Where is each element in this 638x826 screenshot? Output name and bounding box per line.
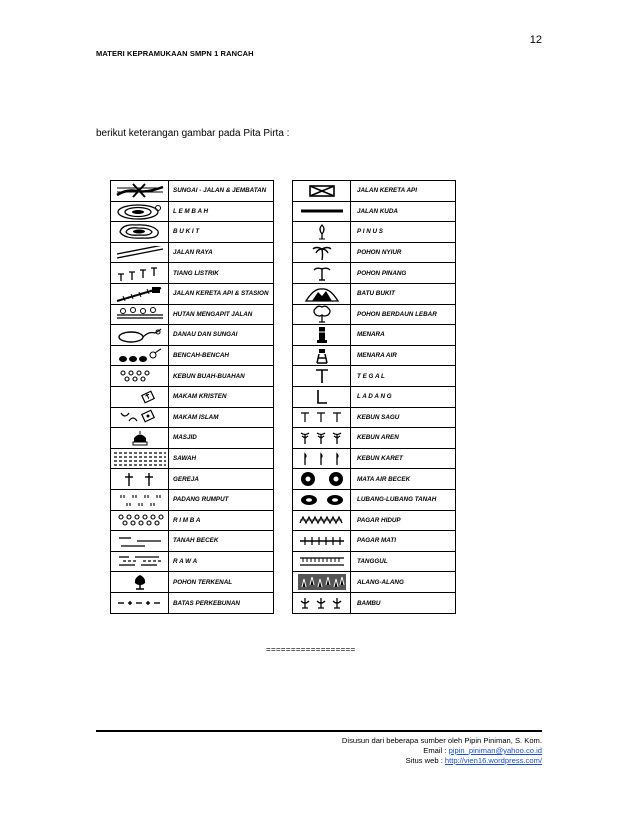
power-pole-icon [115, 265, 165, 281]
pine-tree-icon [312, 224, 332, 240]
jungle-icon [115, 512, 165, 528]
dry-field-icon [312, 368, 332, 384]
footer-web-label: Situs web : [405, 756, 445, 765]
legend-row [293, 263, 455, 284]
legend-row [293, 305, 455, 326]
coconut-tree-icon [310, 245, 334, 261]
legend-label: T E G A L [357, 372, 385, 380]
legend-label: P I N U S [357, 228, 384, 236]
legend-row [111, 305, 273, 326]
legend-label: KEBUN SAGU [357, 413, 400, 421]
legend-table-right [292, 180, 456, 614]
legend-label: JALAN KERETA API & STASION [173, 290, 269, 298]
legend-row [111, 408, 273, 429]
legend-label: R I M B A [173, 516, 201, 524]
legend-label: PADANG RUMPUT [173, 496, 229, 504]
legend-label: JALAN KERETA API [357, 187, 417, 195]
legend-label: R A W A [173, 557, 198, 565]
road-icon [115, 246, 165, 260]
legend-label: POHON TERKENAL [173, 578, 233, 586]
legend-row [293, 202, 455, 223]
legend-label: MAKAM KRISTEN [173, 393, 227, 401]
legend-row [111, 572, 273, 593]
legend-label: JALAN RAYA [173, 249, 213, 257]
legend-label: MENARA [357, 331, 385, 339]
water-tower-icon [312, 347, 332, 365]
legend-label: L A D A N G [357, 393, 392, 401]
legend-label: KEBUN AREN [357, 434, 399, 442]
legend-row [293, 387, 455, 408]
legend-label: PAGAR HIDUP [357, 516, 401, 524]
document-header: MATERI KEPRAMUKAAN SMPN 1 RANCAH [96, 49, 254, 58]
farm-field-icon [312, 389, 332, 405]
legend-row [111, 428, 273, 449]
legend-row [111, 490, 273, 511]
legend-label: TIANG LISTRIK [173, 269, 219, 277]
forest-road-icon [115, 306, 165, 322]
legend-row [293, 222, 455, 243]
legend-label: MENARA AIR [357, 352, 397, 360]
legend-row [111, 552, 273, 573]
legend-label: BAMBU [357, 599, 381, 607]
islamic-cemetery-icon [115, 409, 165, 425]
legend-label: ALANG-ALANG [357, 578, 404, 586]
legend-label: POHON NYIUR [357, 249, 402, 257]
legend-table-left [110, 180, 274, 614]
legend-label: SAWAH [173, 455, 197, 463]
legend-row [293, 449, 455, 470]
ground-holes-icon [297, 492, 347, 508]
legend-row [111, 593, 273, 614]
legend-row [293, 428, 455, 449]
legend-row [111, 531, 273, 552]
broadleaf-tree-icon [310, 305, 334, 323]
legend-row [293, 490, 455, 511]
legend-label: PAGAR MATI [357, 537, 396, 545]
legend-label: BATAS PERKEBUNAN [173, 599, 240, 607]
footer-email-label: Email : [423, 746, 449, 755]
legend-row [293, 366, 455, 387]
footer-email-link[interactable]: pipin_piniman@yahoo.co.id [448, 746, 542, 755]
footer-email-line [423, 746, 542, 755]
legend-label: KEBUN KARET [357, 455, 403, 463]
christian-cemetery-icon [115, 389, 165, 405]
legend-row [293, 346, 455, 367]
footer-rule [96, 730, 542, 732]
legend-row [111, 469, 273, 490]
legend-row [293, 593, 455, 614]
legend-row [293, 325, 455, 346]
section-divider: ================== [266, 645, 356, 654]
legend-label: TANAH BECEK [173, 537, 219, 545]
legend-label: GEREJA [173, 475, 199, 483]
areca-palm-icon [310, 265, 334, 281]
legend-label: MATA AIR BECEK [357, 475, 411, 483]
fruit-garden-icon [115, 368, 165, 384]
legend-row [293, 284, 455, 305]
legend-row [111, 511, 273, 532]
legend-row [111, 387, 273, 408]
legend-row [111, 181, 273, 202]
footer-web-link[interactable]: http://vien16.wordpress.com/ [444, 756, 542, 765]
legend-label: HUTAN MENGAPIT JALAN [173, 310, 253, 318]
hill-rock-icon [304, 286, 340, 302]
church-icon [115, 471, 165, 487]
embankment-icon [297, 554, 347, 568]
legend-label: DANAU DAN SUNGAI [173, 331, 238, 339]
legend-row [293, 552, 455, 573]
legend-row [293, 243, 455, 264]
legend-label: POHON BERDAUN LEBAR [357, 310, 437, 318]
legend-label: POHON PINANG [357, 269, 407, 277]
legend-row [293, 181, 455, 202]
legend-row [293, 408, 455, 429]
page-number: 12 [529, 34, 542, 46]
legend-label: BATU BUKIT [357, 290, 396, 298]
plantation-border-icon [115, 595, 165, 611]
legend-row [111, 243, 273, 264]
railway-station-icon [115, 286, 165, 302]
legend-row [293, 572, 455, 593]
valley-contour-icon [116, 203, 164, 220]
legend-row [293, 469, 455, 490]
hill-contour-icon [116, 223, 164, 240]
legend-label: MASJID [173, 434, 197, 442]
legend-label: MAKAM ISLAM [173, 413, 219, 421]
landmark-tree-icon [115, 574, 165, 590]
intro-text: berikut keterangan gambar pada Pita Pirta : [96, 128, 290, 139]
tower-icon [312, 326, 332, 344]
legend-row [111, 346, 273, 367]
rice-field-icon [114, 450, 166, 468]
legend-label: TANGGUL [357, 557, 388, 565]
footer-web-line [406, 756, 542, 765]
lake-river-icon [115, 327, 165, 343]
legend-row [111, 222, 273, 243]
sugar-palm-garden-icon [297, 430, 347, 446]
legend-row [111, 202, 273, 223]
legend-row [111, 449, 273, 470]
legend-label: LUBANG-LUBANG TANAH [357, 496, 437, 504]
legend-label: B U K I T [173, 228, 200, 236]
muddy-ground-icon [115, 533, 165, 549]
legend-row [111, 263, 273, 284]
living-fence-icon [297, 514, 347, 526]
grass-field-icon [115, 492, 165, 508]
bamboo-icon [297, 595, 347, 611]
footer-credit: Disusun dari beberapa sumber oleh Pipin Piniman, S. Kom. [341, 736, 542, 745]
legend-row [111, 284, 273, 305]
legend-label: KEBUN BUAH-BUAHAN [173, 372, 245, 380]
legend-label: BENCAH-BENCAH [173, 352, 229, 360]
marsh-icon [115, 553, 165, 569]
legend-label: JALAN KUDA [357, 207, 398, 215]
horse-path-icon [299, 206, 345, 216]
mosque-icon [115, 430, 165, 446]
sago-garden-icon [297, 409, 347, 425]
legend-row [111, 366, 273, 387]
river-road-bridge-icon [115, 183, 165, 199]
railway-icon [307, 184, 337, 198]
legend-label: L E M B A H [173, 207, 209, 215]
swamp-icon [115, 348, 165, 364]
dead-fence-icon [297, 535, 347, 547]
legend-row [293, 531, 455, 552]
muddy-spring-icon [297, 470, 347, 488]
legend-label: SUNGAI - JALAN & JEMBATAN [173, 187, 267, 195]
reed-grass-icon [296, 573, 348, 591]
rubber-garden-icon [297, 451, 347, 467]
legend-row [293, 511, 455, 532]
legend-row [111, 325, 273, 346]
